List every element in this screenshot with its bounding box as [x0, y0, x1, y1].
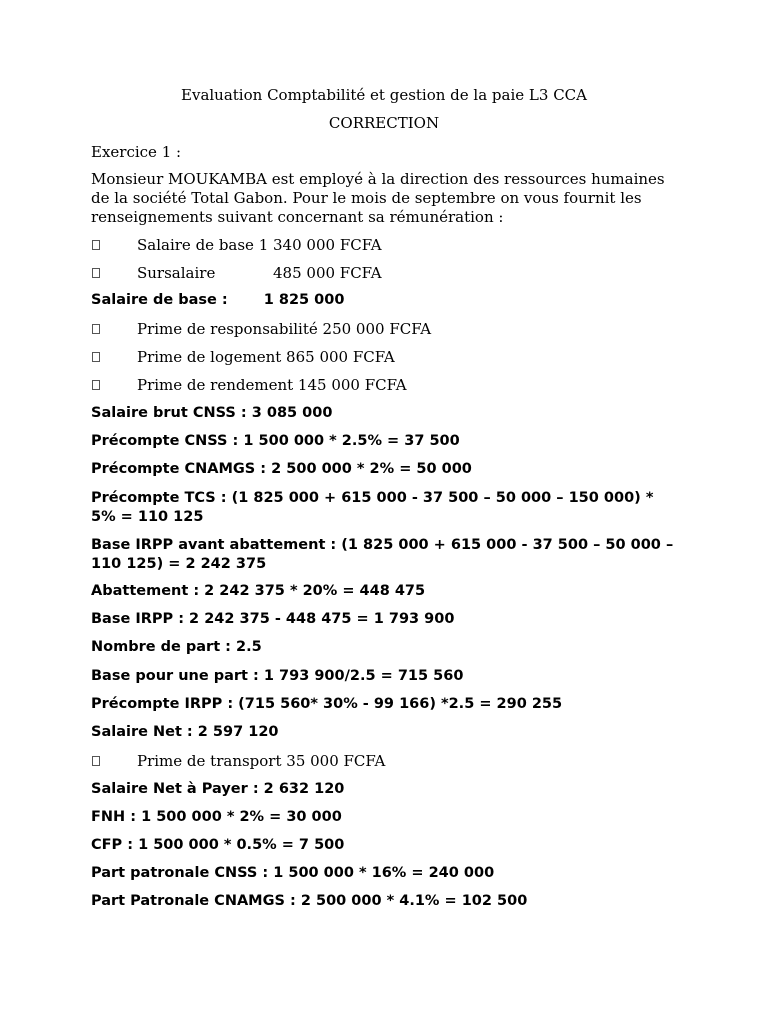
calc-line: Part patronale CNSS : 1 500 000 * 16% = 240 000	[91, 865, 495, 881]
document-title: Evaluation Comptabilité et gestion de la paie L3 CCA	[181, 86, 587, 104]
bullet-box-icon	[92, 240, 100, 250]
calc-line: Précompte IRPP : (715 560* 30% - 99 166) *2.5 = 290 255	[91, 696, 563, 712]
list-item-label: Prime de responsabilité 250 000 FCFA	[137, 320, 432, 338]
intro-line: de la société Total Gabon. Pour le mois de septembre on vous fournit les	[91, 189, 642, 207]
calc-line: Base pour une part : 1 793 900/2.5 = 715 560	[91, 668, 464, 684]
intro-paragraph	[91, 170, 691, 227]
list-item-label: Sursalaire	[137, 264, 216, 282]
intro-line: Monsieur MOUKAMBA est employé à la direction des ressources humaines	[91, 170, 665, 188]
calc-line: Abattement : 2 242 375 * 20% = 448 475	[91, 583, 426, 599]
bullet-box-icon	[92, 324, 100, 334]
calc-line: Salaire Net à Payer : 2 632 120	[91, 781, 345, 797]
list-item-value: 485 000 FCFA	[273, 264, 382, 282]
calc-tcs	[91, 489, 653, 527]
calc-line: Nombre de part : 2.5	[91, 639, 262, 655]
calc-line: Salaire brut CNSS : 3 085 000	[91, 405, 333, 421]
salaire-base-value: 1 825 000	[263, 292, 345, 308]
bullet-box-icon	[92, 352, 100, 362]
list-item-label: Prime de rendement 145 000 FCFA	[137, 376, 407, 394]
list-item-label: Prime de transport 35 000 FCFA	[137, 752, 386, 770]
calc-line: Précompte CNAMGS : 2 500 000 * 2% = 50 000	[91, 461, 472, 477]
bullet-box-icon	[92, 380, 100, 390]
bullet-box-icon	[92, 268, 100, 278]
intro-line: renseignements suivant concernant sa rémunération :	[91, 208, 504, 226]
calc-line: Précompte TCS : (1 825 000 + 615 000 - 37 500 – 50 000 – 150 000) *	[91, 490, 654, 506]
calc-line: Base IRPP : 2 242 375 - 448 475 = 1 793 900	[91, 611, 455, 627]
calc-line: Part Patronale CNAMGS : 2 500 000 * 4.1% = 102 500	[91, 893, 528, 909]
document-subtitle: CORRECTION	[328, 114, 440, 132]
salaire-base-line	[91, 291, 344, 310]
calc-line: FNH : 1 500 000 * 2% = 30 000	[91, 809, 342, 825]
calc-line: Salaire Net : 2 597 120	[91, 724, 279, 740]
calc-line: Base IRPP avant abattement : (1 825 000 + 615 000 - 37 500 – 50 000 –	[91, 537, 674, 553]
calc-line: 5% = 110 125	[91, 509, 204, 525]
list-item-label: Salaire de base 1 340 000 FCFA	[137, 236, 382, 254]
calc-line: CFP : 1 500 000 * 0.5% = 7 500	[91, 837, 345, 853]
salaire-base-label: Salaire de base :	[91, 292, 228, 308]
bullet-box-icon	[92, 756, 100, 766]
calc-line: 110 125) = 2 242 375	[91, 556, 267, 572]
list-item-label: Prime de logement 865 000 FCFA	[137, 348, 395, 366]
calc-irpp-base	[91, 536, 673, 574]
exercise-heading: Exercice 1 :	[91, 143, 182, 161]
calc-line: Précompte CNSS : 1 500 000 * 2.5% = 37 500	[91, 433, 460, 449]
